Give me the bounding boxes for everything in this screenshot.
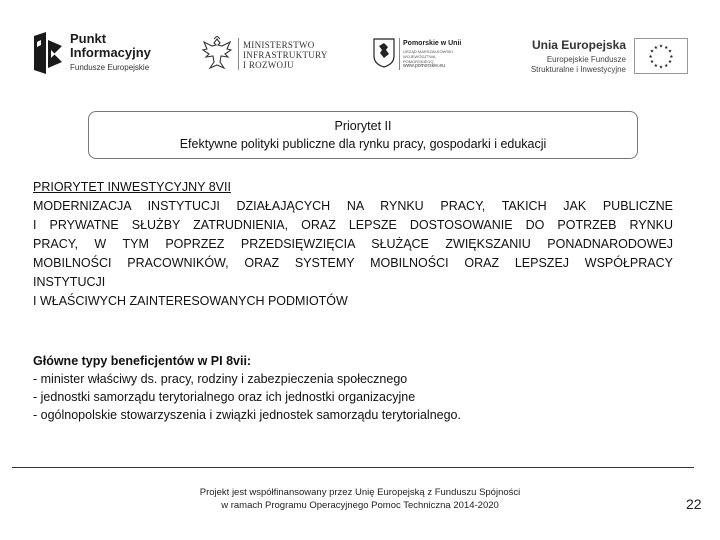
punkt-logo-line3: Fundusze Europejskie <box>70 63 150 72</box>
pomorskie-url: www.pomorskie.eu <box>403 63 445 69</box>
ministry-logo-text <box>243 40 328 70</box>
eu-star-icon: ★ <box>648 54 653 60</box>
footer-line-1: Projekt jest współfinansowany przez Unię Europejską z Funduszu Spójności <box>199 487 521 498</box>
eu-star-icon: ★ <box>653 63 658 69</box>
ministry-line-2: INFRASTRUKTURY <box>243 50 328 60</box>
pomorskie-logo-divider <box>399 38 400 70</box>
page-number: 22 <box>686 496 702 512</box>
polish-eagle-icon <box>200 36 234 72</box>
beneficiaries-section <box>33 352 673 424</box>
investment-priority-title: PRIORYTET INWESTYCYJNY 8VII <box>33 180 231 194</box>
pomorskie-logo <box>373 36 463 74</box>
eu-star-icon: ★ <box>664 63 669 69</box>
eu-star-icon: ★ <box>667 60 673 66</box>
footer-text <box>100 486 620 512</box>
pomorskie-small-text: URZĄD MARSZAŁKOWSKI WOJEWÓDZTWA POMORSKIEGO <box>403 49 453 64</box>
eu-logo-title: Unia Europejska <box>531 38 626 52</box>
punkt-informacyjny-mark-icon <box>32 30 64 76</box>
investment-line-2: I PRYWATNE SŁUŻBY ZATRUDNIENIA, ORAZ LEPSZE DOSTOSOWANIE DO POTRZEB RYNKU <box>33 218 673 232</box>
eu-star-icon: ★ <box>667 49 673 55</box>
logo-bar <box>0 0 720 100</box>
priority-title: Priorytet II <box>334 119 392 133</box>
beneficiaries-heading: Główne typy beneficjentów w PI 8vii: <box>33 354 252 368</box>
eu-logo-sub2: Strukturalne i Inwestycyjne <box>530 65 626 74</box>
punkt-logo-line1: Punkt <box>70 31 107 46</box>
footer-divider <box>12 467 694 468</box>
punkt-informacyjny-logo <box>32 30 162 80</box>
eu-flag-icon <box>634 38 688 74</box>
beneficiary-item: - ogólnopolskie stowarzyszenia i związki jednostek samorządu terytorialnego. <box>33 408 461 422</box>
eu-star-icon: ★ <box>649 49 655 55</box>
eu-star-icon: ★ <box>664 45 669 51</box>
investment-line-4: MOBILNOŚCI PRACOWNIKÓW, ORAZ SYSTEMY MOBILNOŚCI ORAZ LEPSZEJ WSPÓŁPRACY <box>33 256 673 270</box>
eu-logo <box>522 36 692 78</box>
eu-star-icon: ★ <box>653 45 658 51</box>
punkt-logo-line2: Informacyjny <box>70 45 151 60</box>
eu-logo-subtitle <box>531 55 626 75</box>
ministry-logo <box>200 36 340 76</box>
eu-star-icon: ★ <box>658 65 664 71</box>
eu-star-icon: ★ <box>669 54 674 60</box>
ministry-line-3: I ROZWOJU <box>243 60 294 70</box>
ministry-line-1: MINISTERSTWO <box>243 40 315 50</box>
eu-star-icon: ★ <box>658 44 664 50</box>
priority-subtitle: Efektywne polityki publiczne dla rynku pracy, gospodarki i edukacji <box>179 137 547 151</box>
pomorskie-crest-icon <box>373 38 395 68</box>
beneficiary-item: - minister właściwy ds. pracy, rodziny i zabezpieczenia społecznego <box>33 372 408 386</box>
pomorskie-brand: Pomorskie w Unii <box>403 40 462 47</box>
priority-box <box>88 111 638 159</box>
beneficiary-item: - jednostki samorządu terytorialnego oraz ich jednostki organizacyjne <box>33 390 416 404</box>
eu-logo-sub1: Europejskie Fundusze <box>546 55 626 64</box>
ministry-logo-divider <box>238 38 239 70</box>
investment-line-3: PRACY, W TYM POPRZEZ PRZEDSIĘWZIĘCIA SŁUŻĄCE ZWIĘKSZANIU PONADNARODOWEJ <box>33 237 673 251</box>
footer-line-2: w ramach Programu Operacyjnego Pomoc Techniczna 2014-2020 <box>221 500 499 511</box>
investment-priority-section <box>33 178 673 311</box>
investment-line-1: MODERNIZACJA INSTYTUCJI DZIAŁAJĄCYCH NA RYNKU PRACY, TAKICH JAK PUBLICZNE <box>33 199 673 213</box>
investment-line-5: INSTYTUCJI <box>33 275 106 289</box>
eu-star-icon: ★ <box>649 60 655 66</box>
investment-line-6: I WŁAŚCIWYCH ZAINTERESOWANYCH PODMIOTÓW <box>33 294 348 308</box>
